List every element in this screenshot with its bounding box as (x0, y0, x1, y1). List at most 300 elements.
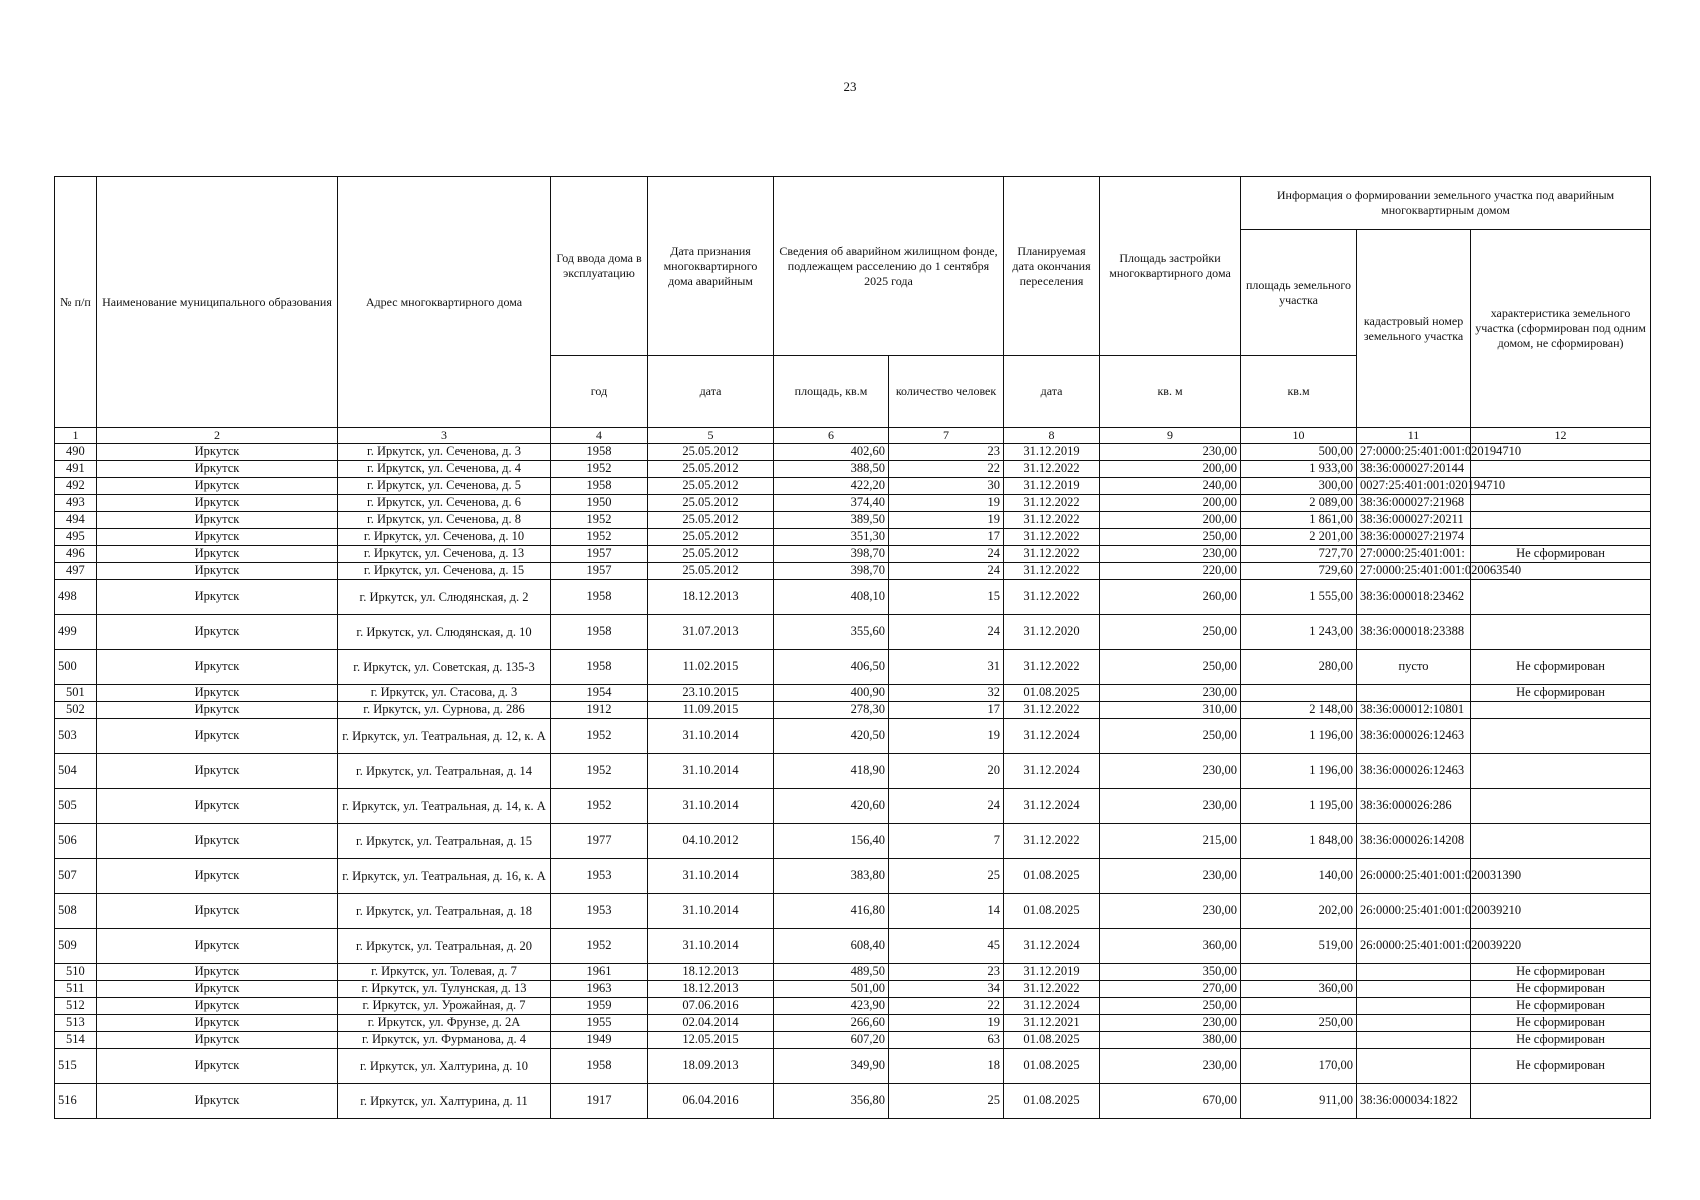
land-area-cell: 1 861,00 (1241, 512, 1357, 529)
land-characteristic-cell (1471, 495, 1651, 512)
land-characteristic-cell (1471, 529, 1651, 546)
recognition-date-cell: 11.09.2015 (648, 702, 774, 719)
municipality-cell: Иркутск (97, 563, 338, 580)
land-characteristic-cell: Не сформирован (1471, 546, 1651, 563)
year-cell: 1949 (551, 1032, 648, 1049)
column-number: 11 (1357, 428, 1471, 444)
people-cell: 31 (889, 650, 1004, 685)
building-area-cell: 380,00 (1100, 1032, 1241, 1049)
people-cell: 17 (889, 702, 1004, 719)
municipality-cell: Иркутск (97, 529, 338, 546)
building-area-cell: 310,00 (1100, 702, 1241, 719)
row-number: 492 (55, 478, 97, 495)
row-number: 515 (55, 1049, 97, 1084)
year-cell: 1917 (551, 1084, 648, 1119)
municipality-cell: Иркутск (97, 894, 338, 929)
unit-date-planned: дата (1004, 356, 1100, 428)
recognition-date-cell: 31.10.2014 (648, 789, 774, 824)
area-cell: 416,80 (774, 894, 889, 929)
land-characteristic-cell: Не сформирован (1471, 685, 1651, 702)
address-cell: г. Иркутск, ул. Сеченова, д. 5 (338, 478, 551, 495)
address-cell: г. Иркутск, ул. Фрунзе, д. 2А (338, 1015, 551, 1032)
area-cell: 422,20 (774, 478, 889, 495)
unit-year: год (551, 356, 648, 428)
table-row (55, 824, 1651, 859)
year-cell: 1959 (551, 998, 648, 1015)
people-cell: 17 (889, 529, 1004, 546)
table-row (55, 894, 1651, 929)
header-land-info: Информация о формировании земельного участка под аварийным многоквартирным домом (1241, 177, 1651, 230)
table-row (55, 719, 1651, 754)
municipality-cell: Иркутск (97, 824, 338, 859)
header-land-area: площадь земельного участка (1241, 230, 1357, 356)
cadastral-number-cell: 38:36:000026:14208 (1357, 824, 1471, 859)
row-number: 491 (55, 461, 97, 478)
municipality-cell: Иркутск (97, 789, 338, 824)
row-number: 513 (55, 1015, 97, 1032)
row-number: 508 (55, 894, 97, 929)
people-cell: 24 (889, 789, 1004, 824)
land-area-cell: 140,00 (1241, 859, 1357, 894)
municipality-cell: Иркутск (97, 1032, 338, 1049)
cadastral-number-cell: 38:36:000034:1822 (1357, 1084, 1471, 1119)
municipality-cell: Иркутск (97, 754, 338, 789)
municipality-cell: Иркутск (97, 998, 338, 1015)
table-row (55, 563, 1651, 580)
cadastral-number-cell: пусто (1357, 650, 1471, 685)
column-number: 9 (1100, 428, 1241, 444)
planned-date-cell: 31.12.2024 (1004, 754, 1100, 789)
unit-land-sqm: кв.м (1241, 356, 1357, 428)
recognition-date-cell: 25.05.2012 (648, 563, 774, 580)
building-area-cell: 215,00 (1100, 824, 1241, 859)
area-cell: 349,90 (774, 1049, 889, 1084)
land-area-cell: 1 196,00 (1241, 719, 1357, 754)
year-cell: 1954 (551, 685, 648, 702)
cadastral-number-cell (1357, 998, 1471, 1015)
row-number: 499 (55, 615, 97, 650)
municipality-cell: Иркутск (97, 461, 338, 478)
people-cell: 24 (889, 546, 1004, 563)
area-cell: 420,60 (774, 789, 889, 824)
address-cell: г. Иркутск, ул. Слюдянская, д. 2 (338, 580, 551, 615)
land-area-cell: 2 201,00 (1241, 529, 1357, 546)
people-cell: 19 (889, 495, 1004, 512)
cadastral-number-cell: 38:36:000026:12463 (1357, 719, 1471, 754)
planned-date-cell: 31.12.2022 (1004, 580, 1100, 615)
people-cell: 45 (889, 929, 1004, 964)
cadastral-number-cell (1357, 1049, 1471, 1084)
year-cell: 1955 (551, 1015, 648, 1032)
address-cell: г. Иркутск, ул. Советская, д. 135-3 (338, 650, 551, 685)
building-area-cell: 230,00 (1100, 894, 1241, 929)
land-area-cell: 1 555,00 (1241, 580, 1357, 615)
people-cell: 30 (889, 478, 1004, 495)
column-number: 4 (551, 428, 648, 444)
building-area-cell: 230,00 (1100, 754, 1241, 789)
row-number: 511 (55, 981, 97, 998)
address-cell: г. Иркутск, ул. Театральная, д. 16, к. А (338, 859, 551, 894)
recognition-date-cell: 18.09.2013 (648, 1049, 774, 1084)
people-cell: 24 (889, 563, 1004, 580)
year-cell: 1912 (551, 702, 648, 719)
year-cell: 1977 (551, 824, 648, 859)
table-row (55, 615, 1651, 650)
municipality-cell: Иркутск (97, 478, 338, 495)
land-area-cell: 727,70 (1241, 546, 1357, 563)
year-cell: 1952 (551, 789, 648, 824)
municipality-cell: Иркутск (97, 1084, 338, 1119)
municipality-cell: Иркутск (97, 685, 338, 702)
area-cell: 402,60 (774, 444, 889, 461)
planned-date-cell: 31.12.2022 (1004, 512, 1100, 529)
area-cell: 607,20 (774, 1032, 889, 1049)
cadastral-number-cell (1357, 1015, 1471, 1032)
year-cell: 1957 (551, 546, 648, 563)
row-number: 490 (55, 444, 97, 461)
column-number-row (55, 428, 1651, 444)
land-area-cell (1241, 685, 1357, 702)
address-cell: г. Иркутск, ул. Сеченова, д. 4 (338, 461, 551, 478)
unit-building-sqm: кв. м (1100, 356, 1241, 428)
cadastral-number-cell: 38:36:000027:20211 (1357, 512, 1471, 529)
address-cell: г. Иркутск, ул. Тулунская, д. 13 (338, 981, 551, 998)
people-cell: 14 (889, 894, 1004, 929)
recognition-date-cell: 31.10.2014 (648, 859, 774, 894)
cadastral-number-cell: 38:36:000027:21974 (1357, 529, 1471, 546)
year-cell: 1952 (551, 754, 648, 789)
building-area-cell: 250,00 (1100, 615, 1241, 650)
address-cell: г. Иркутск, ул. Сеченова, д. 8 (338, 512, 551, 529)
land-area-cell (1241, 1032, 1357, 1049)
recognition-date-cell: 25.05.2012 (648, 546, 774, 563)
recognition-date-cell: 25.05.2012 (648, 529, 774, 546)
building-area-cell: 230,00 (1100, 1015, 1241, 1032)
cadastral-number-cell: 27:0000:25:401:001: (1357, 546, 1471, 563)
land-area-cell: 250,00 (1241, 1015, 1357, 1032)
planned-date-cell: 31.12.2024 (1004, 719, 1100, 754)
area-cell: 156,40 (774, 824, 889, 859)
column-number: 12 (1471, 428, 1651, 444)
building-area-cell: 230,00 (1100, 859, 1241, 894)
header-emergency-info: Сведения об аварийном жилищном фонде, подлежащем расселению до 1 сентября 2025 года (774, 177, 1004, 356)
land-characteristic-cell: Не сформирован (1471, 1032, 1651, 1049)
area-cell: 418,90 (774, 754, 889, 789)
year-cell: 1963 (551, 981, 648, 998)
column-number: 6 (774, 428, 889, 444)
planned-date-cell: 31.12.2022 (1004, 824, 1100, 859)
municipality-cell: Иркутск (97, 859, 338, 894)
municipality-cell: Иркутск (97, 650, 338, 685)
building-area-cell: 250,00 (1100, 650, 1241, 685)
land-characteristic-cell: Не сформирован (1471, 650, 1651, 685)
table-row (55, 529, 1651, 546)
year-cell: 1958 (551, 615, 648, 650)
municipality-cell: Иркутск (97, 719, 338, 754)
row-number: 497 (55, 563, 97, 580)
row-number: 514 (55, 1032, 97, 1049)
year-cell: 1953 (551, 894, 648, 929)
table-row (55, 929, 1651, 964)
table-row (55, 685, 1651, 702)
planned-date-cell: 31.12.2021 (1004, 1015, 1100, 1032)
building-area-cell: 220,00 (1100, 563, 1241, 580)
land-characteristic-cell (1471, 754, 1651, 789)
municipality-cell: Иркутск (97, 444, 338, 461)
row-number: 506 (55, 824, 97, 859)
address-cell: г. Иркутск, ул. Театральная, д. 14 (338, 754, 551, 789)
building-area-cell: 200,00 (1100, 461, 1241, 478)
row-number: 496 (55, 546, 97, 563)
land-characteristic-cell (1471, 615, 1651, 650)
cadastral-number-cell (1357, 685, 1471, 702)
land-area-cell: 2 148,00 (1241, 702, 1357, 719)
column-number: 3 (338, 428, 551, 444)
people-cell: 23 (889, 444, 1004, 461)
people-cell: 22 (889, 998, 1004, 1015)
planned-date-cell: 31.12.2024 (1004, 789, 1100, 824)
area-cell: 355,60 (774, 615, 889, 650)
land-area-cell: 911,00 (1241, 1084, 1357, 1119)
building-area-cell: 270,00 (1100, 981, 1241, 998)
header-building-area: Площадь застройки многоквартирного дома (1100, 177, 1241, 356)
column-number: 10 (1241, 428, 1357, 444)
row-number: 503 (55, 719, 97, 754)
recognition-date-cell: 23.10.2015 (648, 685, 774, 702)
planned-date-cell: 01.08.2025 (1004, 1032, 1100, 1049)
land-characteristic-cell (1471, 1084, 1651, 1119)
people-cell: 34 (889, 981, 1004, 998)
cadastral-number-cell (1357, 1032, 1471, 1049)
building-area-cell: 250,00 (1100, 529, 1241, 546)
address-cell: г. Иркутск, ул. Театральная, д. 20 (338, 929, 551, 964)
year-cell: 1953 (551, 859, 648, 894)
row-number: 500 (55, 650, 97, 685)
recognition-date-cell: 31.07.2013 (648, 615, 774, 650)
building-area-cell: 250,00 (1100, 719, 1241, 754)
area-cell: 420,50 (774, 719, 889, 754)
cadastral-number-cell: 38:36:000027:21968 (1357, 495, 1471, 512)
year-cell: 1952 (551, 512, 648, 529)
row-number: 505 (55, 789, 97, 824)
table-row (55, 1015, 1651, 1032)
building-area-cell: 230,00 (1100, 546, 1241, 563)
planned-date-cell: 01.08.2025 (1004, 894, 1100, 929)
land-area-cell (1241, 998, 1357, 1015)
building-area-cell: 250,00 (1100, 998, 1241, 1015)
header-num: № п/п (55, 177, 97, 428)
year-cell: 1952 (551, 529, 648, 546)
cadastral-number-cell: 26:0000:25:401:001:020031390 (1357, 859, 1471, 894)
recognition-date-cell: 18.12.2013 (648, 981, 774, 998)
building-area-cell: 200,00 (1100, 495, 1241, 512)
year-cell: 1957 (551, 563, 648, 580)
people-cell: 63 (889, 1032, 1004, 1049)
land-characteristic-cell: Не сформирован (1471, 998, 1651, 1015)
year-cell: 1952 (551, 719, 648, 754)
cadastral-number-cell: 27:0000:25:401:001:020194710 (1357, 444, 1471, 461)
municipality-cell: Иркутск (97, 929, 338, 964)
cadastral-number-cell: 27:0000:25:401:001:020063540 (1357, 563, 1471, 580)
header-address: Адрес многоквартирного дома (338, 177, 551, 428)
address-cell: г. Иркутск, ул. Халтурина, д. 11 (338, 1084, 551, 1119)
area-cell: 388,50 (774, 461, 889, 478)
recognition-date-cell: 18.12.2013 (648, 964, 774, 981)
table-row (55, 964, 1651, 981)
municipality-cell: Иркутск (97, 546, 338, 563)
land-characteristic-cell: Не сформирован (1471, 1049, 1651, 1084)
recognition-date-cell: 31.10.2014 (648, 894, 774, 929)
recognition-date-cell: 07.06.2016 (648, 998, 774, 1015)
building-area-cell: 230,00 (1100, 444, 1241, 461)
planned-date-cell: 31.12.2019 (1004, 444, 1100, 461)
land-area-cell: 300,00 (1241, 478, 1357, 495)
year-cell: 1958 (551, 1049, 648, 1084)
people-cell: 20 (889, 754, 1004, 789)
recognition-date-cell: 25.05.2012 (648, 495, 774, 512)
area-cell: 423,90 (774, 998, 889, 1015)
land-area-cell: 1 196,00 (1241, 754, 1357, 789)
row-number: 493 (55, 495, 97, 512)
land-characteristic-cell: Не сформирован (1471, 981, 1651, 998)
area-cell: 408,10 (774, 580, 889, 615)
area-cell: 501,00 (774, 981, 889, 998)
row-number: 507 (55, 859, 97, 894)
land-area-cell: 360,00 (1241, 981, 1357, 998)
address-cell: г. Иркутск, ул. Театральная, д. 15 (338, 824, 551, 859)
recognition-date-cell: 25.05.2012 (648, 512, 774, 529)
header-planned-date: Планируемая дата окончания переселения (1004, 177, 1100, 356)
building-area-cell: 230,00 (1100, 789, 1241, 824)
year-cell: 1952 (551, 929, 648, 964)
cadastral-number-cell (1357, 981, 1471, 998)
row-number: 512 (55, 998, 97, 1015)
recognition-date-cell: 31.10.2014 (648, 754, 774, 789)
row-number: 495 (55, 529, 97, 546)
recognition-date-cell: 25.05.2012 (648, 444, 774, 461)
planned-date-cell: 31.12.2022 (1004, 546, 1100, 563)
address-cell: г. Иркутск, ул. Сеченова, д. 3 (338, 444, 551, 461)
recognition-date-cell: 31.10.2014 (648, 719, 774, 754)
recognition-date-cell: 11.02.2015 (648, 650, 774, 685)
recognition-date-cell: 25.05.2012 (648, 461, 774, 478)
land-area-cell: 519,00 (1241, 929, 1357, 964)
cadastral-number-cell: 38:36:000026:286 (1357, 789, 1471, 824)
people-cell: 25 (889, 859, 1004, 894)
unit-people: количество человек (889, 356, 1004, 428)
land-area-cell: 202,00 (1241, 894, 1357, 929)
area-cell: 398,70 (774, 546, 889, 563)
address-cell: г. Иркутск, ул. Сурнова, д. 286 (338, 702, 551, 719)
municipality-cell: Иркутск (97, 964, 338, 981)
people-cell: 18 (889, 1049, 1004, 1084)
land-characteristic-cell (1471, 702, 1651, 719)
table-row (55, 1032, 1651, 1049)
row-number: 501 (55, 685, 97, 702)
people-cell: 22 (889, 461, 1004, 478)
land-area-cell: 170,00 (1241, 1049, 1357, 1084)
column-number: 2 (97, 428, 338, 444)
unit-area: площадь, кв.м (774, 356, 889, 428)
area-cell: 400,90 (774, 685, 889, 702)
municipality-cell: Иркутск (97, 1015, 338, 1032)
land-characteristic-cell (1471, 461, 1651, 478)
municipality-cell: Иркутск (97, 702, 338, 719)
planned-date-cell: 31.12.2019 (1004, 964, 1100, 981)
year-cell: 1958 (551, 580, 648, 615)
building-area-cell: 200,00 (1100, 512, 1241, 529)
row-number: 498 (55, 580, 97, 615)
row-number: 516 (55, 1084, 97, 1119)
address-cell: г. Иркутск, ул. Урожайная, д. 7 (338, 998, 551, 1015)
land-area-cell: 1 243,00 (1241, 615, 1357, 650)
people-cell: 24 (889, 615, 1004, 650)
table-row (55, 1084, 1651, 1119)
land-characteristic-cell (1471, 719, 1651, 754)
area-cell: 489,50 (774, 964, 889, 981)
table-row (55, 444, 1651, 461)
planned-date-cell: 31.12.2022 (1004, 529, 1100, 546)
land-area-cell: 1 933,00 (1241, 461, 1357, 478)
address-cell: г. Иркутск, ул. Сеченова, д. 6 (338, 495, 551, 512)
table-row (55, 546, 1651, 563)
municipality-cell: Иркутск (97, 580, 338, 615)
land-characteristic-cell: Не сформирован (1471, 1015, 1651, 1032)
header-year-commissioned: Год ввода дома в эксплуатацию (551, 177, 648, 356)
people-cell: 19 (889, 512, 1004, 529)
table-row (55, 981, 1651, 998)
planned-date-cell: 01.08.2025 (1004, 1049, 1100, 1084)
recognition-date-cell: 18.12.2013 (648, 580, 774, 615)
address-cell: г. Иркутск, ул. Театральная, д. 14, к. А (338, 789, 551, 824)
land-area-cell: 1 848,00 (1241, 824, 1357, 859)
cadastral-number-cell: 38:36:000012:10801 (1357, 702, 1471, 719)
cadastral-number-cell: 38:36:000018:23462 (1357, 580, 1471, 615)
municipality-cell: Иркутск (97, 512, 338, 529)
column-number: 8 (1004, 428, 1100, 444)
unit-date-recognition: дата (648, 356, 774, 428)
building-area-cell: 240,00 (1100, 478, 1241, 495)
land-characteristic-cell (1471, 580, 1651, 615)
area-cell: 374,40 (774, 495, 889, 512)
table-row (55, 702, 1651, 719)
building-area-cell: 350,00 (1100, 964, 1241, 981)
building-area-cell: 670,00 (1100, 1084, 1241, 1119)
table-row (55, 754, 1651, 789)
table-row (55, 495, 1651, 512)
recognition-date-cell: 25.05.2012 (648, 478, 774, 495)
column-number: 7 (889, 428, 1004, 444)
planned-date-cell: 31.12.2024 (1004, 998, 1100, 1015)
people-cell: 23 (889, 964, 1004, 981)
building-area-cell: 230,00 (1100, 1049, 1241, 1084)
area-cell: 278,30 (774, 702, 889, 719)
recognition-date-cell: 02.04.2014 (648, 1015, 774, 1032)
people-cell: 32 (889, 685, 1004, 702)
address-cell: г. Иркутск, ул. Театральная, д. 18 (338, 894, 551, 929)
recognition-date-cell: 06.04.2016 (648, 1084, 774, 1119)
header-land-characteristic: характеристика земельного участка (сформирован под одним домом, не сформирован) (1471, 230, 1651, 428)
planned-date-cell: 31.12.2019 (1004, 478, 1100, 495)
cadastral-number-cell: 26:0000:25:401:001:020039220 (1357, 929, 1471, 964)
area-cell: 351,30 (774, 529, 889, 546)
emergency-housing-table (54, 176, 1651, 1119)
address-cell: г. Иркутск, ул. Слюдянская, д. 10 (338, 615, 551, 650)
table-row (55, 478, 1651, 495)
table-row (55, 1049, 1651, 1084)
municipality-cell: Иркутск (97, 615, 338, 650)
table-row (55, 650, 1651, 685)
